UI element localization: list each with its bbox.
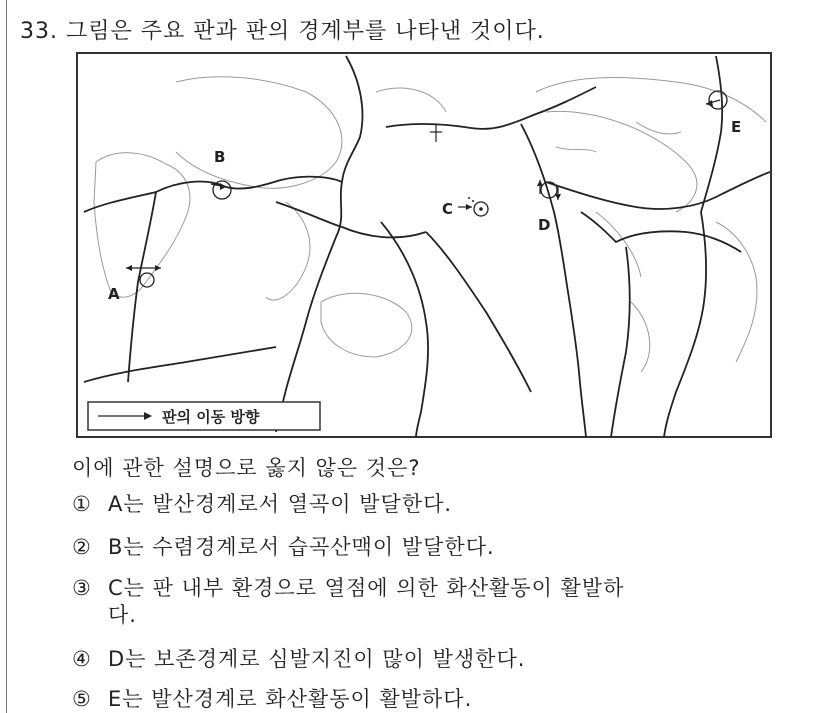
label-c: C: [442, 200, 454, 218]
map-legend: [88, 402, 320, 430]
choice-number: ④: [72, 647, 92, 671]
label-b: B: [214, 148, 226, 166]
question-title: 33. 그림은 주요 판과 판의 경계부를 나타낸 것이다.: [20, 19, 545, 44]
page-border: [6, 0, 7, 713]
choice-3-continuation: 다.: [108, 603, 137, 627]
map-frame: [77, 53, 771, 437]
choice-number: ⑤: [72, 687, 92, 711]
choice-number: ③: [72, 576, 92, 600]
label-d: D: [538, 216, 551, 234]
choice-number: ②: [72, 535, 92, 559]
choice-text: E는 발산경계로 화산활동이 활발하다.: [108, 687, 473, 711]
choice-4[interactable]: [72, 643, 525, 673]
choice-text: B는 수렴경계로서 습곡산맥이 발달한다.: [108, 535, 495, 559]
plate-boundary-map: [76, 52, 772, 438]
legend-label: 판의 이동 방향: [162, 408, 260, 426]
label-e: E: [731, 118, 742, 136]
choice-text: A는 발산경계로서 열곡이 발달한다.: [108, 492, 453, 516]
label-a: A: [108, 285, 120, 303]
choice-text: D는 보존경계로 심발지진이 많이 발생한다.: [108, 647, 526, 671]
choice-1[interactable]: [72, 488, 452, 518]
choice-3[interactable]: [72, 572, 624, 602]
choice-number: ①: [72, 492, 92, 516]
choice-text: C는 판 내부 환경으로 열점에 의한 화산활동이 활발하: [108, 576, 625, 600]
question-prompt: 이에 관한 설명으로 옳지 않은 것은?: [72, 456, 421, 480]
choice-5[interactable]: [72, 683, 472, 713]
choice-2[interactable]: [72, 531, 495, 561]
